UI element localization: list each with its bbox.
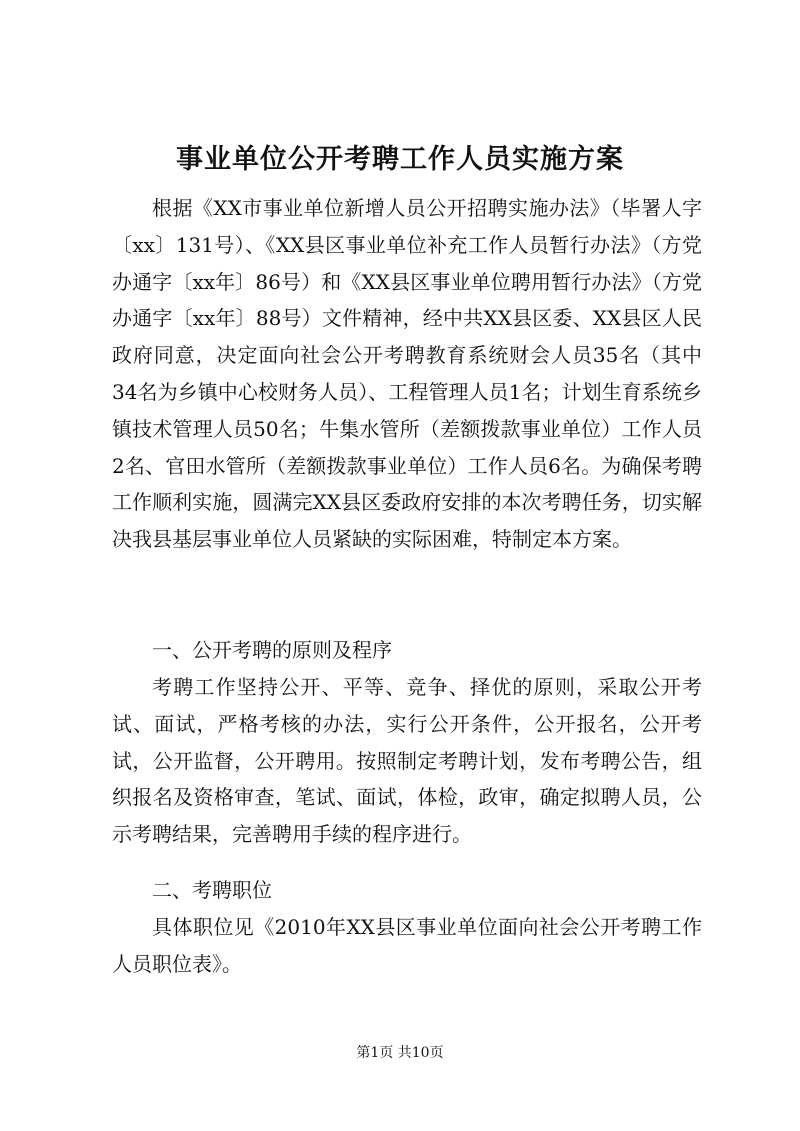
page-indicator: 第1页 共10页 [356, 1045, 444, 1061]
section-heading-positions: 二、考聘职位 [152, 878, 272, 902]
page-title: 事业单位公开考聘工作人员实施方案 [176, 144, 624, 175]
positions-paragraph: 具体职位见《2010年XX县区事业单位面向社会公开考聘工作人员职位表》。 [112, 915, 702, 976]
intro-paragraph: 根据《XX市事业单位新增人员公开招聘实施办法》（毕署人字〔xx〕131号）、《XX县区事业单位补充工作人员暂行办法》（方党办通字〔xx年〕86号）和《XX县区事业单位聘用暂行办法》（方党办通字〔xx年〕88号）文件精神，经中共XX县区委、XX县区人民政府同意，决定面向社会公开考聘教育系统财会人员35名（其中34名为乡镇中心校财务人员）、工程管理人员1名；计划生育系统乡镇技术管理人员50名；牛集水管所（差额拨款事业单位）工作人员2名、官田水管所（差额拨款事业单位）工作人员6名。为确保考聘工作顺利实施，圆满完XX县区委政府安排的本次考聘任务，切实解决我县基层事业单位人员紧缺的实际困难，特制定本方案。 [112, 196, 702, 552]
principles-paragraph: 考聘工作坚持公开、平等、竞争、择优的原则，采取公开考试、面试，严格考核的办法，实行公开条件，公开报名，公开考试，公开监督，公开聘用。按照制定考聘计划，发布考聘公告，组织报名及资格审查，笔试、面试，体检，政审，确定拟聘人员，公示考聘结果，完善聘用手续的程序进行。 [112, 675, 702, 847]
section-heading-principles: 一、公开考聘的原则及程序 [152, 638, 392, 662]
